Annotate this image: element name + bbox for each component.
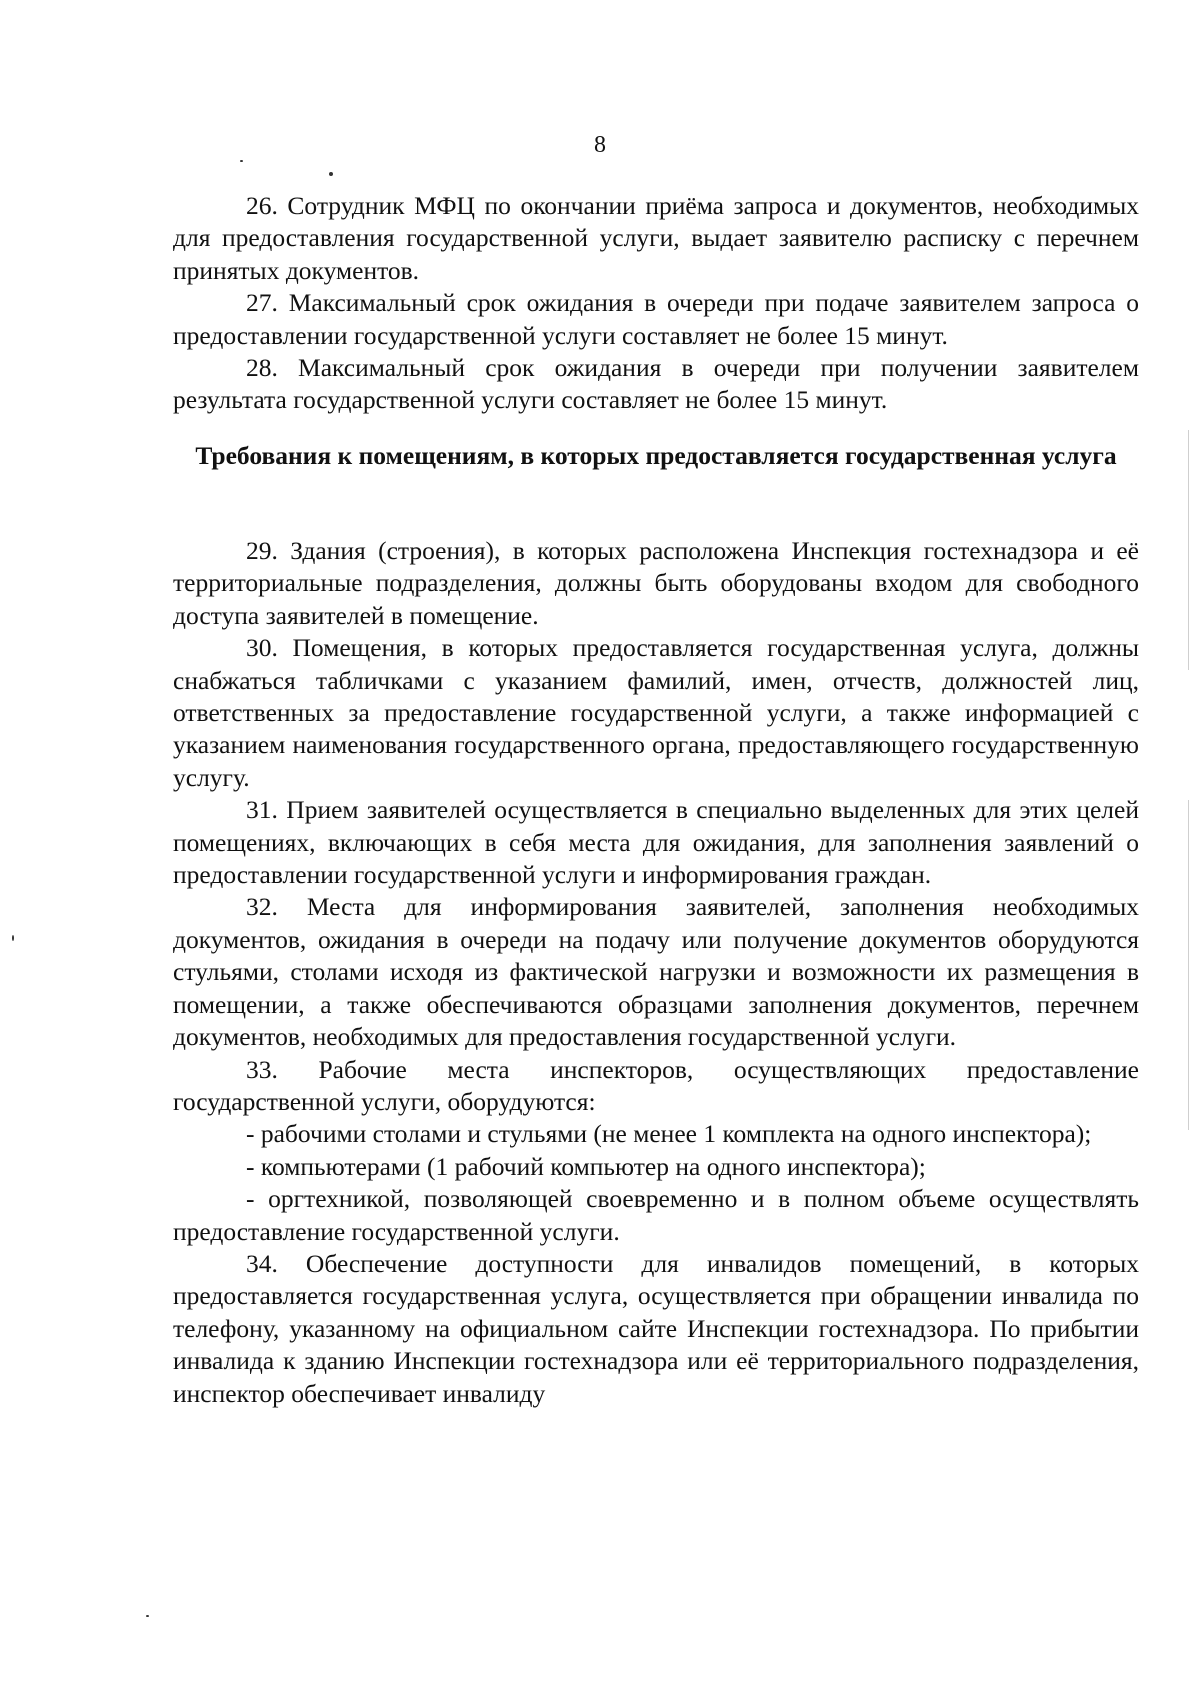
paragraph-31: 31. Прием заявителей осуществляется в специально выделенных для этих целей помещениях, включающих в себя места для ожидания, для заполнения заявлений о предоставлении государственной услуги и информирования граждан. <box>173 795 1139 890</box>
scan-speck <box>12 935 14 941</box>
top-paragraphs <box>173 190 1139 417</box>
paragraph-32: 32. Места для информирования заявителей, заполнения необходимых документов, ожидания в очереди на подачу или получение документов оборудуются стульями, столами исходя из фактической нагрузки и возможности их размещения в помещении, а также обеспечиваются образцами заполнения документов, перечнем документов, необходимых для предоставления государственной услуги. <box>173 892 1139 1052</box>
list-item-desks: - рабочими столами и стульями (не менее 1 комплекта на одного инспектора); <box>246 1119 1092 1149</box>
paragraph-27: 27. Максимальный срок ожидания в очереди при подаче заявителем запроса о предоставлении государственной услуги составляет не более 15 минут. <box>173 288 1139 350</box>
scan-speck <box>146 1615 149 1617</box>
main-paragraphs <box>173 535 1139 1410</box>
scan-edge-line <box>1188 800 1189 1130</box>
section-heading: Требования к помещениям, в которых предоставляется государственная услуга <box>195 441 1117 470</box>
paragraph-28: 28. Максимальный срок ожидания в очереди при получении заявителем результата государственной услуги составляет не более 15 минут. <box>173 353 1139 415</box>
paragraph-29: 29. Здания (строения), в которых расположена Инспекция гостехнадзора и её территориальные подразделения, должны быть оборудованы входом для свободного доступа заявителей в помещение. <box>173 536 1139 630</box>
list-item-computers: - компьютерами (1 рабочий компьютер на одного инспектора); <box>246 1151 926 1181</box>
page-number: 8 <box>594 132 606 158</box>
paragraph-30: 30. Помещения, в которых предоставляется государственная услуга, должны снабжаться табличками с указанием фамилий, имен, отчеств, должностей лиц, ответственных за предоставление государственной услуги, а также информацией с указанием наименования государственного органа, предоставляющего государственную услугу. <box>173 633 1139 792</box>
paragraph-34: 34. Обеспечение доступности для инвалидов помещений, в которых предоставляется государственная услуга, осуществляется при обращении инвалида по телефону, указанному на официальном сайте Инспекции гостехнадзора. По прибытии инвалида к зданию Инспекции гостехнадзора или её территориального подразделения, инспектор обеспечивает инвалиду <box>173 1248 1139 1408</box>
paragraph-26: 26. Сотрудник МФЦ по окончании приёма запроса и документов, необходимых для предоставления государственной услуги, выдает заявителю расписку с перечнем принятых документов. <box>173 191 1139 285</box>
scan-edge-line <box>1188 430 1189 670</box>
scan-speck <box>329 172 333 176</box>
list-item-office-equipment: - оргтехникой, позволяющей своевременно и в полном объеме осуществлять предоставление государственной услуги. <box>173 1184 1139 1246</box>
paragraph-33: 33. Рабочие места инспекторов, осуществляющих предоставление государственной услуги, оборудуются: <box>173 1054 1139 1116</box>
scan-speck <box>240 160 243 162</box>
